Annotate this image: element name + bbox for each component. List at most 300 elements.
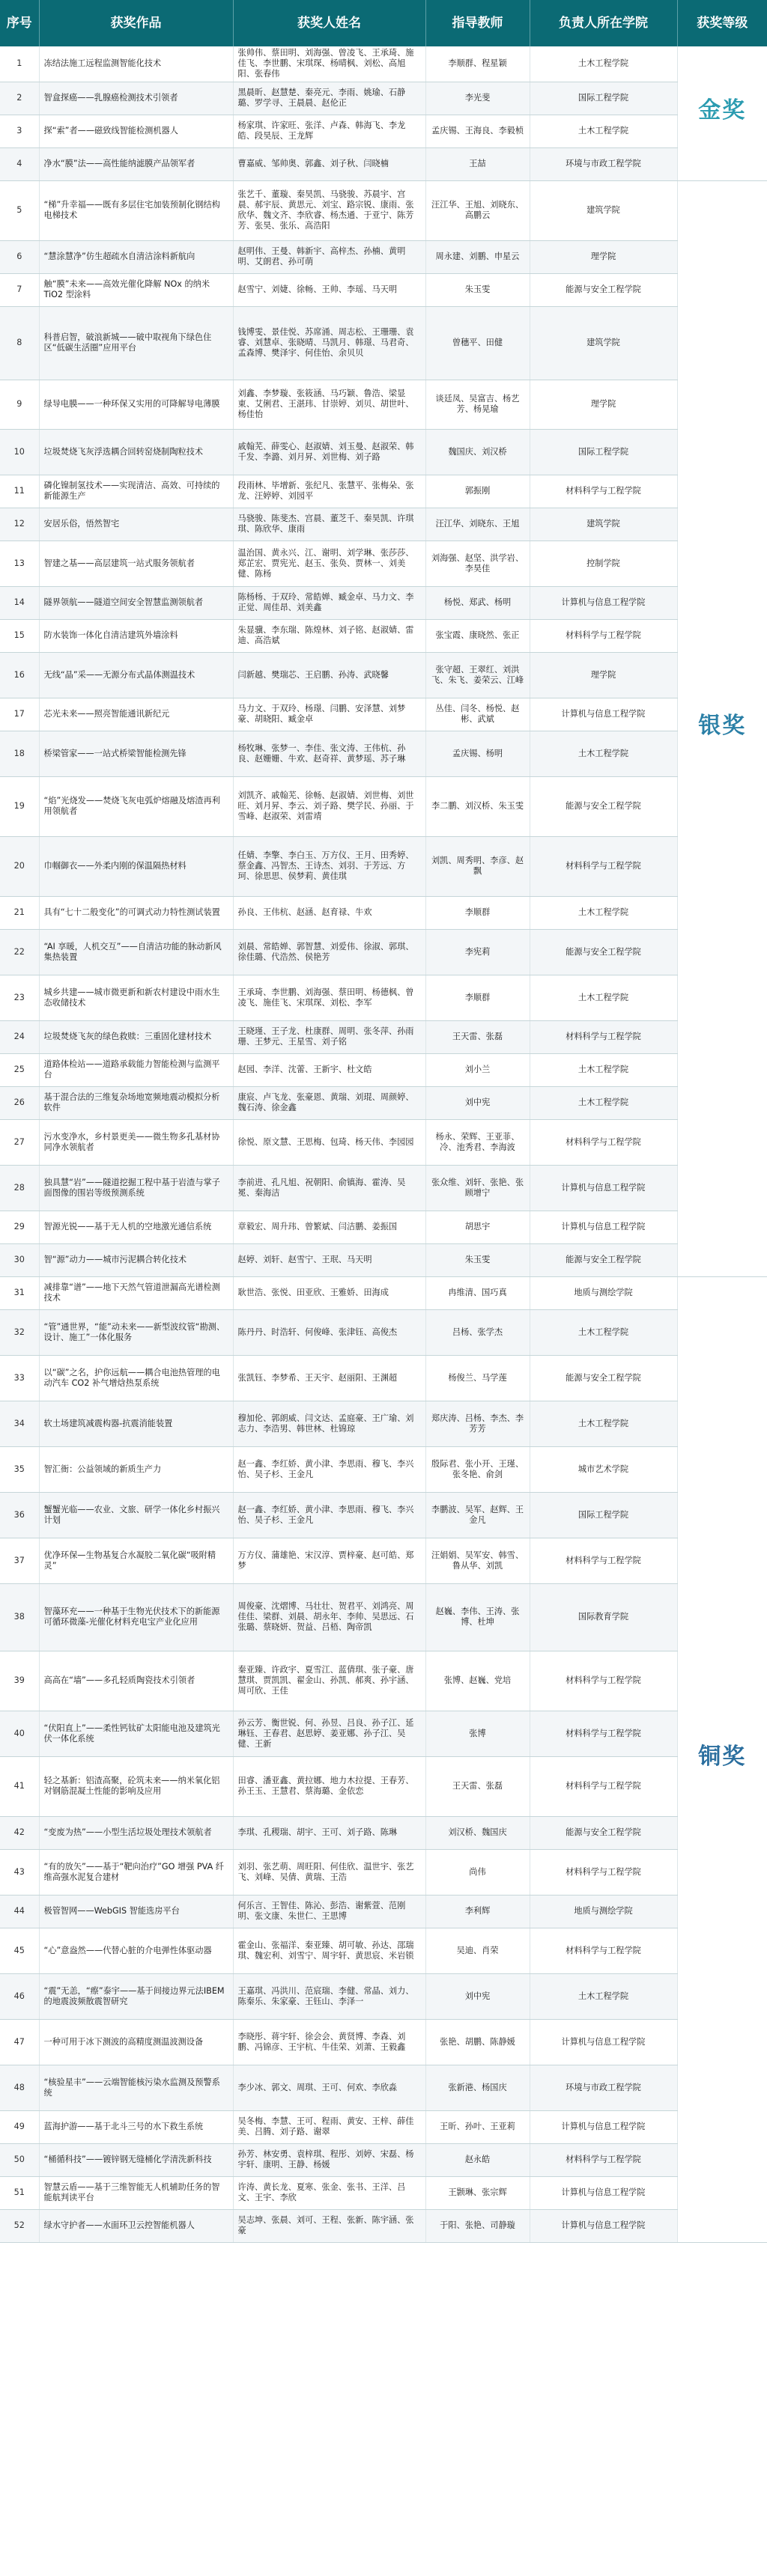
row-members: 张艺千、董璇、秦昊凯、马骁骏、苏晨宇、宫晨、郝宇辰、黄思元、刘宝、路宗锐、康雨、张欣华、魏文齐、李欣睿、杨杰通、于亚宁、陈芳芳、张昊、张乐、高浩阳 bbox=[233, 180, 425, 240]
row-no: 2 bbox=[0, 82, 39, 115]
row-work: “梯”升幸福——既有多层住宅加装预制化钢结构电梯技术 bbox=[39, 180, 233, 240]
row-teacher: 曾穗平、田健 bbox=[425, 306, 530, 380]
row-college: 计算机与信息工程学院 bbox=[530, 2209, 677, 2242]
row-college: 土木工程学院 bbox=[530, 975, 677, 1020]
row-members: 周俊豪、沈熠博、马壮壮、贺君平、刘鸿亮、周佳佳、梁群、刘晨、胡永年、李帅、吴思远、石张璐、蔡晓妍、贺益、吕梧、陶帝凯 bbox=[233, 1583, 425, 1651]
row-members: 张凯钰、李梦希、王天宇、赵丽阳、王渊超 bbox=[233, 1355, 425, 1401]
row-no: 36 bbox=[0, 1492, 39, 1538]
row-college: 理学院 bbox=[530, 240, 677, 273]
row-teacher: 李鹏波、吴军、赵辉、王金凡 bbox=[425, 1492, 530, 1538]
row-members: 赵一鑫、李红娇、黄小津、李思雨、穆飞、李兴怡、吴子杉、王金凡 bbox=[233, 1492, 425, 1538]
row-members: 万方仪、蒲雄艳、宋汉淳、贾梓豪、赵可皓、郑梦 bbox=[233, 1538, 425, 1583]
row-college: 土木工程学院 bbox=[530, 115, 677, 147]
row-members: 任婧、李擎、李白玉、万方仪、王月、田秀婷、蔡金鑫、冯智杰、王诗杰、刘羽、于芳远、方珂、徐思思、侯梦莉、黄佳琪 bbox=[233, 836, 425, 896]
row-no: 20 bbox=[0, 836, 39, 896]
row-work: “桶循科技”——镀锌钢无缝桶化学清洗新科技 bbox=[39, 2143, 233, 2176]
row-members: 杨牧琳、张梦一、李佳、张文涛、王伟杭、孙良、赵姗姗、牛欢、赵奇祥、黄梦瑶、苏子琳 bbox=[233, 731, 425, 776]
row-no: 34 bbox=[0, 1401, 39, 1446]
row-members: 杨家琪、许家旺、张洋、卢森、韩海飞、李龙皓、段昊辰、王龙辉 bbox=[233, 115, 425, 147]
row-college: 材料科学与工程学院 bbox=[530, 475, 677, 508]
table-row bbox=[0, 731, 767, 776]
row-no: 32 bbox=[0, 1309, 39, 1355]
row-work: 无线“晶”采——无源分布式晶体测温技术 bbox=[39, 652, 233, 698]
row-college: 城市艺术学院 bbox=[530, 1446, 677, 1492]
row-work: 基于混合法的三维复杂场地宽频地震动模拟分析软件 bbox=[39, 1086, 233, 1119]
row-no: 38 bbox=[0, 1583, 39, 1651]
row-teacher: 李顺群 bbox=[425, 975, 530, 1020]
table-row bbox=[0, 1973, 767, 2019]
row-work: 智藻环充——一种基于生物光伏技术下的新能源可循环微藻-光催化材料充电宝产业化应用 bbox=[39, 1583, 233, 1651]
row-college: 计算机与信息工程学院 bbox=[530, 586, 677, 619]
row-teacher: 谈廷凤、吴富吉、杨艺芳、杨晃瑜 bbox=[425, 380, 530, 429]
row-no: 49 bbox=[0, 2110, 39, 2143]
row-members: 李琪、孔稷瑞、胡宇、王可、刘子路、陈琳 bbox=[233, 1816, 425, 1849]
row-college: 能源与安全工程学院 bbox=[530, 929, 677, 975]
row-college: 国际工程学院 bbox=[530, 82, 677, 115]
row-work: 具有“七十二般变化”的可调式动力特性测试装置 bbox=[39, 896, 233, 929]
row-members: 穆加伦、郭朗威、闫文达、孟庭豪、王广瑜、刘志力、李浩男、韩世林、杜锦琼 bbox=[233, 1401, 425, 1446]
row-members: 田睿、潘亚鑫、黄拉娜、地力木拉提、王春芳、孙王玉、王慧君、蔡海璐、金依恋 bbox=[233, 1756, 425, 1816]
row-no: 3 bbox=[0, 115, 39, 147]
row-no: 40 bbox=[0, 1711, 39, 1756]
table-row bbox=[0, 698, 767, 731]
row-members: 李少冰、郭文、周琪、王可、何欢、李欣淼 bbox=[233, 2065, 425, 2110]
row-teacher: 赵永皓 bbox=[425, 2143, 530, 2176]
row-college: 能源与安全工程学院 bbox=[530, 1243, 677, 1276]
row-teacher: 汪江华、刘晓东、王旭 bbox=[425, 508, 530, 541]
table-row bbox=[0, 240, 767, 273]
row-work: 减排靠“谱”——地下天然气管道泄漏高光谱检测技术 bbox=[39, 1276, 233, 1309]
row-members: 陈杨杨、于双玲、常皓婵、臧金卓、马力文、李正觉、周佳昂、刘美鑫 bbox=[233, 586, 425, 619]
row-teacher: 刘小兰 bbox=[425, 1053, 530, 1086]
row-teacher: 丛佳、闫冬、杨悦、赵彬、武斌 bbox=[425, 698, 530, 731]
row-work: 垃圾焚烧飞灰浮选耦合回转窑烧制陶粒技术 bbox=[39, 429, 233, 475]
row-teacher: 孟庆锡、杨明 bbox=[425, 731, 530, 776]
row-members: 温治国、黄永兴、江、谢明、刘学琳、张莎莎、郑芷宏、贾宪光、赵玉、张奂、贾林一、刘美健、陈杨 bbox=[233, 541, 425, 586]
row-teacher: 杨永、荣辉、王亚菲、冷、池秀君、李海波 bbox=[425, 1119, 530, 1165]
row-no: 14 bbox=[0, 586, 39, 619]
table-row bbox=[0, 1211, 767, 1243]
row-college: 土木工程学院 bbox=[530, 1309, 677, 1355]
row-college: 土木工程学院 bbox=[530, 1053, 677, 1086]
row-teacher: 王天雷、张磊 bbox=[425, 1756, 530, 1816]
row-teacher: 刘汉桥、魏国庆 bbox=[425, 1816, 530, 1849]
row-work: 冻结法施工远程监测智能化技术 bbox=[39, 46, 233, 82]
header-teacher: 指导教师 bbox=[425, 0, 530, 46]
row-no: 31 bbox=[0, 1276, 39, 1309]
row-members: 赵园、李洋、沈蕾、王新宇、杜文皓 bbox=[233, 1053, 425, 1086]
table-row bbox=[0, 1309, 767, 1355]
row-college: 能源与安全工程学院 bbox=[530, 273, 677, 306]
table-row bbox=[0, 1583, 767, 1651]
row-college: 材料科学与工程学院 bbox=[530, 1651, 677, 1711]
table-row bbox=[0, 273, 767, 306]
table-row bbox=[0, 1849, 767, 1895]
row-members: 李晓彤、蒋宇轩、徐会会、黄贤博、李森、刘鹏、冯锦彦、王宇杭、牛佳荣、刘萧、王毅鑫 bbox=[233, 2019, 425, 2065]
row-teacher: 李顺群、程星颖 bbox=[425, 46, 530, 82]
table-row bbox=[0, 82, 767, 115]
row-work: “慧涂慧净”仿生超疏水自清洁涂料新航向 bbox=[39, 240, 233, 273]
table-row bbox=[0, 1053, 767, 1086]
row-no: 21 bbox=[0, 896, 39, 929]
row-teacher: 赵巍、李伟、王涛、张博、杜坤 bbox=[425, 1583, 530, 1651]
row-members: 刘凯齐、戚翰芜、徐畅、赵淑婧、刘世梅、刘世旺、刘月昇、李云、刘子路、樊学民、孙丽、于雪峰、赵淑荣、刘雷靖 bbox=[233, 776, 425, 836]
row-no: 25 bbox=[0, 1053, 39, 1086]
row-members: 孙云芳、衡世锐、何、孙昱、吕良、孙子江、延琳钰、王春君、赵思婷、姜亚娜、孙子江、吴健、王新 bbox=[233, 1711, 425, 1756]
row-teacher: 吴迪、肖荣 bbox=[425, 1928, 530, 1973]
table-row bbox=[0, 2143, 767, 2176]
row-work: 高高在“墙”——多孔轻质陶瓷技术引领者 bbox=[39, 1651, 233, 1711]
row-college: 建筑学院 bbox=[530, 508, 677, 541]
header-college: 负责人所在学院 bbox=[530, 0, 677, 46]
row-no: 41 bbox=[0, 1756, 39, 1816]
table-row bbox=[0, 1086, 767, 1119]
row-work: 污水变净水，乡村景更美——微生物多孔基材协同净水领航者 bbox=[39, 1119, 233, 1165]
row-teacher: 李宪莉 bbox=[425, 929, 530, 975]
row-teacher: 王喆 bbox=[425, 147, 530, 180]
row-no: 48 bbox=[0, 2065, 39, 2110]
row-teacher: 郭振刚 bbox=[425, 475, 530, 508]
row-work: 优净环保—生物基复合水凝胶二氧化碳“吸附精灵” bbox=[39, 1538, 233, 1583]
row-no: 26 bbox=[0, 1086, 39, 1119]
row-college: 材料科学与工程学院 bbox=[530, 1119, 677, 1165]
row-work: “管”通世界，“能”动未来——新型波纹管“勘测、设计、施工”一体化服务 bbox=[39, 1309, 233, 1355]
row-college: 计算机与信息工程学院 bbox=[530, 2176, 677, 2209]
row-college: 计算机与信息工程学院 bbox=[530, 2110, 677, 2143]
row-college: 计算机与信息工程学院 bbox=[530, 698, 677, 731]
row-college: 理学院 bbox=[530, 380, 677, 429]
row-college: 材料科学与工程学院 bbox=[530, 1711, 677, 1756]
row-work: 软土场建筑减震构器-抗震消能装置 bbox=[39, 1401, 233, 1446]
row-college: 土木工程学院 bbox=[530, 46, 677, 82]
row-teacher: 李二鹏、刘汉桥、朱玉雯 bbox=[425, 776, 530, 836]
award-level-silver bbox=[677, 180, 767, 1276]
row-work: 科普启智，破浪新城——破中取视角下绿色住区“低碳生活圈”应用平台 bbox=[39, 306, 233, 380]
row-work: 极管智网——WebGIS 智能选房平台 bbox=[39, 1895, 233, 1928]
row-work: 绿导电膜——一种环保又实用的可降解导电薄膜 bbox=[39, 380, 233, 429]
row-no: 10 bbox=[0, 429, 39, 475]
row-teacher: 孟庆锡、王海良、李毅桢 bbox=[425, 115, 530, 147]
row-teacher: 张博 bbox=[425, 1711, 530, 1756]
row-work: “变废为热”——小型生活垃圾处理技术领航者 bbox=[39, 1816, 233, 1849]
row-teacher: 李光斐 bbox=[425, 82, 530, 115]
row-work: 城乡共建——城市微更新和新农村建设中雨水生态收储技术 bbox=[39, 975, 233, 1020]
row-members: 耿世浩、张悦、田亚欣、王雅娇、田海成 bbox=[233, 1276, 425, 1309]
row-teacher: 刘中宪 bbox=[425, 1086, 530, 1119]
table-row bbox=[0, 1355, 767, 1401]
row-members: 张帅伟、蔡田明、刘海强、曾凌飞、王承琦、施佳飞、李世鹏、宋琪琛、杨晴枫、刘松、高旭阳、张春伟 bbox=[233, 46, 425, 82]
table-row bbox=[0, 475, 767, 508]
row-teacher: 张博、赵巍、党培 bbox=[425, 1651, 530, 1711]
row-work: 智源光锐——基于无人机的空地激光通信系统 bbox=[39, 1211, 233, 1243]
row-no: 52 bbox=[0, 2209, 39, 2242]
row-college: 材料科学与工程学院 bbox=[530, 1538, 677, 1583]
table-row bbox=[0, 1651, 767, 1711]
table-row bbox=[0, 2019, 767, 2065]
row-teacher: 于阳、张艳、司静璇 bbox=[425, 2209, 530, 2242]
row-no: 4 bbox=[0, 147, 39, 180]
row-work: “焰”光烧发——焚烧飞灰电弧炉熔融及熔渣再利用领航者 bbox=[39, 776, 233, 836]
row-college: 材料科学与工程学院 bbox=[530, 836, 677, 896]
row-no: 18 bbox=[0, 731, 39, 776]
row-teacher: 周永建、刘鹏、申星云 bbox=[425, 240, 530, 273]
row-work: 绿水守护者——水面环卫云控智能机器人 bbox=[39, 2209, 233, 2242]
row-members: 戚翰芜、薛雯心、赵淑婧、刘玉曼、赵淑荣、韩千发、李潞、刘月昇、刘世梅、刘子路 bbox=[233, 429, 425, 475]
row-work: 芯光未来——照亮智能通讯新纪元 bbox=[39, 698, 233, 731]
row-members: 章毅宏、周升玮、曾繁斌、闫洁鹏、姜振国 bbox=[233, 1211, 425, 1243]
table-row bbox=[0, 429, 767, 475]
row-members: 徐悦、原文慧、王思梅、包琦、杨天伟、李园园 bbox=[233, 1119, 425, 1165]
row-college: 材料科学与工程学院 bbox=[530, 1756, 677, 1816]
table-row bbox=[0, 896, 767, 929]
row-work: 探“索”者——磁致线智能检测机器人 bbox=[39, 115, 233, 147]
row-work: 轻之基新：铝渣高聚，砼筑未来——纳米氧化铝对钢筋混凝土性能的影响及应用 bbox=[39, 1756, 233, 1816]
table-row bbox=[0, 46, 767, 82]
row-no: 15 bbox=[0, 619, 39, 652]
row-no: 46 bbox=[0, 1973, 39, 2019]
row-work: 智盒探癌——乳腺癌检测技术引领者 bbox=[39, 82, 233, 115]
row-college: 土木工程学院 bbox=[530, 1973, 677, 2019]
row-work: 净水“膜”法——高性能纳滤膜产品领军者 bbox=[39, 147, 233, 180]
row-work: “震”无恙，“瘵”泰宇——基于间接边界元法IBEM 的地震波频散震智研究 bbox=[39, 1973, 233, 2019]
row-teacher: 魏国庆、刘汉桥 bbox=[425, 429, 530, 475]
row-work: 防水装饰一体化自清洁建筑外墙涂料 bbox=[39, 619, 233, 652]
row-teacher: 王颢琳、张宗辉 bbox=[425, 2176, 530, 2209]
row-work: 桥梁管家——一站式桥梁智能检测先锋 bbox=[39, 731, 233, 776]
row-teacher: 李顺群 bbox=[425, 896, 530, 929]
row-no: 5 bbox=[0, 180, 39, 240]
row-work: 智慧云盾——基于三维智能无人机辅助任务的智能航判读平台 bbox=[39, 2176, 233, 2209]
row-work: 独具慧“岩”——隧道挖掘工程中基于岩渣与掌子面图像的围岩等级预测系统 bbox=[39, 1165, 233, 1211]
row-members: 吴冬梅、李慧、王可、程雨、黄安、王梓、薛佳美、吕腾、刘子路、谢翠 bbox=[233, 2110, 425, 2143]
row-teacher: 刘凯、周秀明、李彦、赵飘 bbox=[425, 836, 530, 896]
table-row bbox=[0, 1446, 767, 1492]
table-row bbox=[0, 2209, 767, 2242]
row-work: 安居乐俗，悟然智宅 bbox=[39, 508, 233, 541]
award-level-label: 铜奖 bbox=[698, 1744, 747, 1770]
row-no: 50 bbox=[0, 2143, 39, 2176]
table-row bbox=[0, 929, 767, 975]
table-row bbox=[0, 1401, 767, 1446]
table-row bbox=[0, 1020, 767, 1053]
table-row bbox=[0, 380, 767, 429]
row-no: 17 bbox=[0, 698, 39, 731]
row-college: 控制学院 bbox=[530, 541, 677, 586]
row-college: 能源与安全工程学院 bbox=[530, 1355, 677, 1401]
row-teacher: 刘海强、赵坚、洪学岩、李昊佳 bbox=[425, 541, 530, 586]
table-row bbox=[0, 541, 767, 586]
table-header bbox=[0, 0, 767, 46]
row-teacher: 张艳、胡鹏、陈静媛 bbox=[425, 2019, 530, 2065]
row-teacher: 王昕、孙叶、王亚莉 bbox=[425, 2110, 530, 2143]
row-teacher: 张众维、刘轩、张艳、张顾增宁 bbox=[425, 1165, 530, 1211]
row-no: 7 bbox=[0, 273, 39, 306]
row-members: 赵一鑫、李红娇、黄小津、李思雨、穆飞、李兴怡、吴子杉、王金凡 bbox=[233, 1446, 425, 1492]
row-work: 隧界领航——隧道空间安全智慧监测领航者 bbox=[39, 586, 233, 619]
row-teacher: 刘中宪 bbox=[425, 1973, 530, 2019]
row-college: 材料科学与工程学院 bbox=[530, 1928, 677, 1973]
header-work: 获奖作品 bbox=[39, 0, 233, 46]
row-teacher: 郑庆涛、吕杨、李杰、李芳芳 bbox=[425, 1401, 530, 1446]
row-college: 能源与安全工程学院 bbox=[530, 776, 677, 836]
row-members: 赵婷、刘轩、赵雪宁、王珉、马天明 bbox=[233, 1243, 425, 1276]
row-work: 以“碳”之名，护你远航——耦合电池热管理的电动汽车 CO2 补气增焓热泵系统 bbox=[39, 1355, 233, 1401]
row-college: 材料科学与工程学院 bbox=[530, 2143, 677, 2176]
row-members: 马骁骏、陈斐杰、宫晨、董芝千、秦昊凯、许琪琪、陈欣华、康雨 bbox=[233, 508, 425, 541]
row-teacher: 杨俊兰、马学莲 bbox=[425, 1355, 530, 1401]
table-row bbox=[0, 306, 767, 380]
row-no: 43 bbox=[0, 1849, 39, 1895]
row-college: 地质与测绘学院 bbox=[530, 1276, 677, 1309]
row-work: “有的放矢”——基于“靶向治疗”GO 增强 PVA 纤维高强水泥复合建材 bbox=[39, 1849, 233, 1895]
row-college: 建筑学院 bbox=[530, 180, 677, 240]
table-row bbox=[0, 115, 767, 147]
row-members: 王嘉琪、冯洪川、范宸瑞、李健、常晶、刘力、陈秦乐、朱家豪、王钰山、李泽一 bbox=[233, 1973, 425, 2019]
row-work: “核验星丰”——云端智能核污染水监测及预警系统 bbox=[39, 2065, 233, 2110]
row-members: 刘晨、常皓婵、郭智慧、刘爱伟、徐淑、郭琪、徐佳璐、代浩然、侯艳芳 bbox=[233, 929, 425, 975]
row-work: “心”意盎然——代替心脏的介电弹性体驱动器 bbox=[39, 1928, 233, 1973]
table-row bbox=[0, 1756, 767, 1816]
row-no: 35 bbox=[0, 1446, 39, 1492]
table-row bbox=[0, 1243, 767, 1276]
row-work: 磷化镍制氢技术——实现清洁、高效、可持续的新能源生产 bbox=[39, 475, 233, 508]
row-no: 19 bbox=[0, 776, 39, 836]
row-teacher: 张宝霞、康晓然、张正 bbox=[425, 619, 530, 652]
row-college: 建筑学院 bbox=[530, 306, 677, 380]
row-work: 智“源”动力——城市污泥耦合转化技术 bbox=[39, 1243, 233, 1276]
award-level-label: 银奖 bbox=[698, 713, 747, 739]
row-work: 道路体检站——道路承载能力智能检测与监测平台 bbox=[39, 1053, 233, 1086]
row-college: 环境与市政工程学院 bbox=[530, 147, 677, 180]
table-row bbox=[0, 1165, 767, 1211]
row-teacher: 杨悦、郑武、杨明 bbox=[425, 586, 530, 619]
row-college: 环境与市政工程学院 bbox=[530, 2065, 677, 2110]
row-work: 一种可用于冰下测波的高精度测温波测设备 bbox=[39, 2019, 233, 2065]
table-row bbox=[0, 2110, 767, 2143]
table-row bbox=[0, 586, 767, 619]
table-row bbox=[0, 508, 767, 541]
row-teacher: 汪江华、王旭、刘晓东、高鹏云 bbox=[425, 180, 530, 240]
row-members: 霍金山、张福洋、秦亚臻、胡可敏、孙达、邵瑞琪、魏宏利、刘雪宁、周宇轩、黄思宸、米岩锁 bbox=[233, 1928, 425, 1973]
table-row bbox=[0, 1492, 767, 1538]
row-college: 国际工程学院 bbox=[530, 1492, 677, 1538]
row-no: 33 bbox=[0, 1355, 39, 1401]
row-members: 刘鑫、李梦璇、张筱涵、马巧颖、鲁浩、梁显東、艾俐君、王湛玮、甘崇婷、刘贝、胡世叶、杨佳怡 bbox=[233, 380, 425, 429]
table-row bbox=[0, 1119, 767, 1165]
row-no: 37 bbox=[0, 1538, 39, 1583]
row-members: 赵明伟、王曼、韩新宇、高梓杰、孙楠、黄明明、艾朗君、孙可萌 bbox=[233, 240, 425, 273]
row-members: 李前进、孔凡旭、祝朝阳、俞镇海、霍涛、吴冕、秦海洁 bbox=[233, 1165, 425, 1211]
row-no: 45 bbox=[0, 1928, 39, 1973]
table-row bbox=[0, 1711, 767, 1756]
row-members: 钱博雯、景佳悦、苏席涌、周志松、王珊珊、袁睿、刘慧卓、张晓晴、马凯月、韩璟、马君奇、孟森博、樊泽宇、何佳怡、余贝贝 bbox=[233, 306, 425, 380]
row-members: 王晓瑾、王子龙、杜康群、周明、张冬萍、孙雨珊、王梦元、王星雪、刘子铭 bbox=[233, 1020, 425, 1053]
row-work: 巾帼御衣——外柔内刚的保温隔热材料 bbox=[39, 836, 233, 896]
row-members: 马力文、于双玲、杨璟、闫鹏、安泽慧、刘梦豪、胡晓阳、臧金卓 bbox=[233, 698, 425, 731]
table-row bbox=[0, 619, 767, 652]
row-members: 闫新越、樊瑞芯、王启鹏、孙涛、武晓馨 bbox=[233, 652, 425, 698]
row-work: 蓝海护游——基于北斗三号的水下救生系统 bbox=[39, 2110, 233, 2143]
row-members: 段雨林、毕增新、张纪凡、张慧平、张梅朵、张龙、汪婷婷、刘园平 bbox=[233, 475, 425, 508]
table-row bbox=[0, 1928, 767, 1973]
row-members: 许涛、黄长龙、夏寒、张金、张书、王洋、吕文、王宇、李欣 bbox=[233, 2176, 425, 2209]
row-no: 23 bbox=[0, 975, 39, 1020]
row-teacher: 李利辉 bbox=[425, 1895, 530, 1928]
row-no: 22 bbox=[0, 929, 39, 975]
award-level-gold bbox=[677, 46, 767, 180]
row-work: 智汇衙：公益领域的新质生产力 bbox=[39, 1446, 233, 1492]
row-members: 秦亚臻、许政宇、夏雪江、蓝倩琪、张子豪、唐慧琪、贾凯凯、翟金山、孙凯、郝爽、孙宇涵、周可欣、王佳 bbox=[233, 1651, 425, 1711]
row-members: 刘羽、张艺萌、周旺阳、何佳欣、温世宇、张艺飞、刘峰、吴倩、黄瑞、王浩 bbox=[233, 1849, 425, 1895]
table-row bbox=[0, 1538, 767, 1583]
row-members: 孙芳、林安勇、袁梓琪、程彤、刘婷、宋磊、杨宇轩、康明、王静、杨媛 bbox=[233, 2143, 425, 2176]
table-row bbox=[0, 1276, 767, 1309]
row-college: 土木工程学院 bbox=[530, 896, 677, 929]
row-college: 材料科学与工程学院 bbox=[530, 1849, 677, 1895]
row-college: 能源与安全工程学院 bbox=[530, 1816, 677, 1849]
row-college: 土木工程学院 bbox=[530, 1401, 677, 1446]
row-teacher: 张守超、王翠红、刘洪飞、朱飞、姜荣云、江峰 bbox=[425, 652, 530, 698]
row-members: 吴志坤、张晨、刘可、王程、张新、陈宇涵、张豪 bbox=[233, 2209, 425, 2242]
table-row bbox=[0, 147, 767, 180]
table-row bbox=[0, 2065, 767, 2110]
row-teacher: 朱玉雯 bbox=[425, 1243, 530, 1276]
row-college: 计算机与信息工程学院 bbox=[530, 1211, 677, 1243]
row-work: 触“膜”未来——高效光催化降解 NOx 的纳米 TiO2 型涂料 bbox=[39, 273, 233, 306]
row-college: 土木工程学院 bbox=[530, 731, 677, 776]
row-no: 11 bbox=[0, 475, 39, 508]
row-college: 理学院 bbox=[530, 652, 677, 698]
table-body bbox=[0, 46, 767, 2242]
row-members: 康宸、卢飞龙、张豪恩、黄瑞、刘琨、周颜婷、魏石涛、徐金鑫 bbox=[233, 1086, 425, 1119]
row-work: “AI 享暖，人机交互”——自清洁功能的脉动新风集热装置 bbox=[39, 929, 233, 975]
row-members: 黑晨昕、赵慧楚、秦亮元、李雨、姚瑜、石静璐、罗学寻、王晨晨、赵伦正 bbox=[233, 82, 425, 115]
row-teacher: 张新港、杨国庆 bbox=[425, 2065, 530, 2110]
row-members: 孙良、王伟杭、赵涵、赵育禄、牛欢 bbox=[233, 896, 425, 929]
row-members: 赵雪宁、刘婕、徐畅、王帅、李瑶、马天明 bbox=[233, 273, 425, 306]
table-row bbox=[0, 1816, 767, 1849]
row-no: 30 bbox=[0, 1243, 39, 1276]
row-college: 国际教育学院 bbox=[530, 1583, 677, 1651]
row-members: 陈丹丹、时浩轩、何俊峰、张津钰、高俊杰 bbox=[233, 1309, 425, 1355]
row-no: 39 bbox=[0, 1651, 39, 1711]
row-members: 朱显骥、李东瑞、陈煌林、刘子铭、赵淑婧、雷迪、高浩斌 bbox=[233, 619, 425, 652]
table-row bbox=[0, 2176, 767, 2209]
row-no: 27 bbox=[0, 1119, 39, 1165]
row-teacher: 尚伟 bbox=[425, 1849, 530, 1895]
row-no: 24 bbox=[0, 1020, 39, 1053]
row-work: 智建之基——高层建筑一站式服务领航者 bbox=[39, 541, 233, 586]
row-no: 9 bbox=[0, 380, 39, 429]
row-members: 何乐言、王智佳、陈沁、彭浩、谢紫萱、范刚明、张文康、朱世仁、王思博 bbox=[233, 1895, 425, 1928]
row-no: 8 bbox=[0, 306, 39, 380]
row-college: 材料科学与工程学院 bbox=[530, 619, 677, 652]
row-college: 材料科学与工程学院 bbox=[530, 1020, 677, 1053]
header-no: 序号 bbox=[0, 0, 39, 46]
row-teacher: 王天雷、张磊 bbox=[425, 1020, 530, 1053]
row-teacher: 朱玉雯 bbox=[425, 273, 530, 306]
row-work: 垃圾焚烧飞灰的绿色救赎：三重固化建材技术 bbox=[39, 1020, 233, 1053]
row-no: 42 bbox=[0, 1816, 39, 1849]
row-college: 计算机与信息工程学院 bbox=[530, 1165, 677, 1211]
row-work: 蟹蟹光临——农业、文旅、研学一体化乡村振兴计划 bbox=[39, 1492, 233, 1538]
award-level-label: 金奖 bbox=[698, 97, 747, 124]
row-no: 44 bbox=[0, 1895, 39, 1928]
row-no: 28 bbox=[0, 1165, 39, 1211]
row-teacher: 殷际君、张小开、王瑾、张冬艳、俞剑 bbox=[425, 1446, 530, 1492]
row-members: 王承琦、李世鹏、刘海强、蔡田明、杨德枫、曾凌飞、施佳飞、宋琪琛、刘松、李军 bbox=[233, 975, 425, 1020]
row-college: 国际工程学院 bbox=[530, 429, 677, 475]
